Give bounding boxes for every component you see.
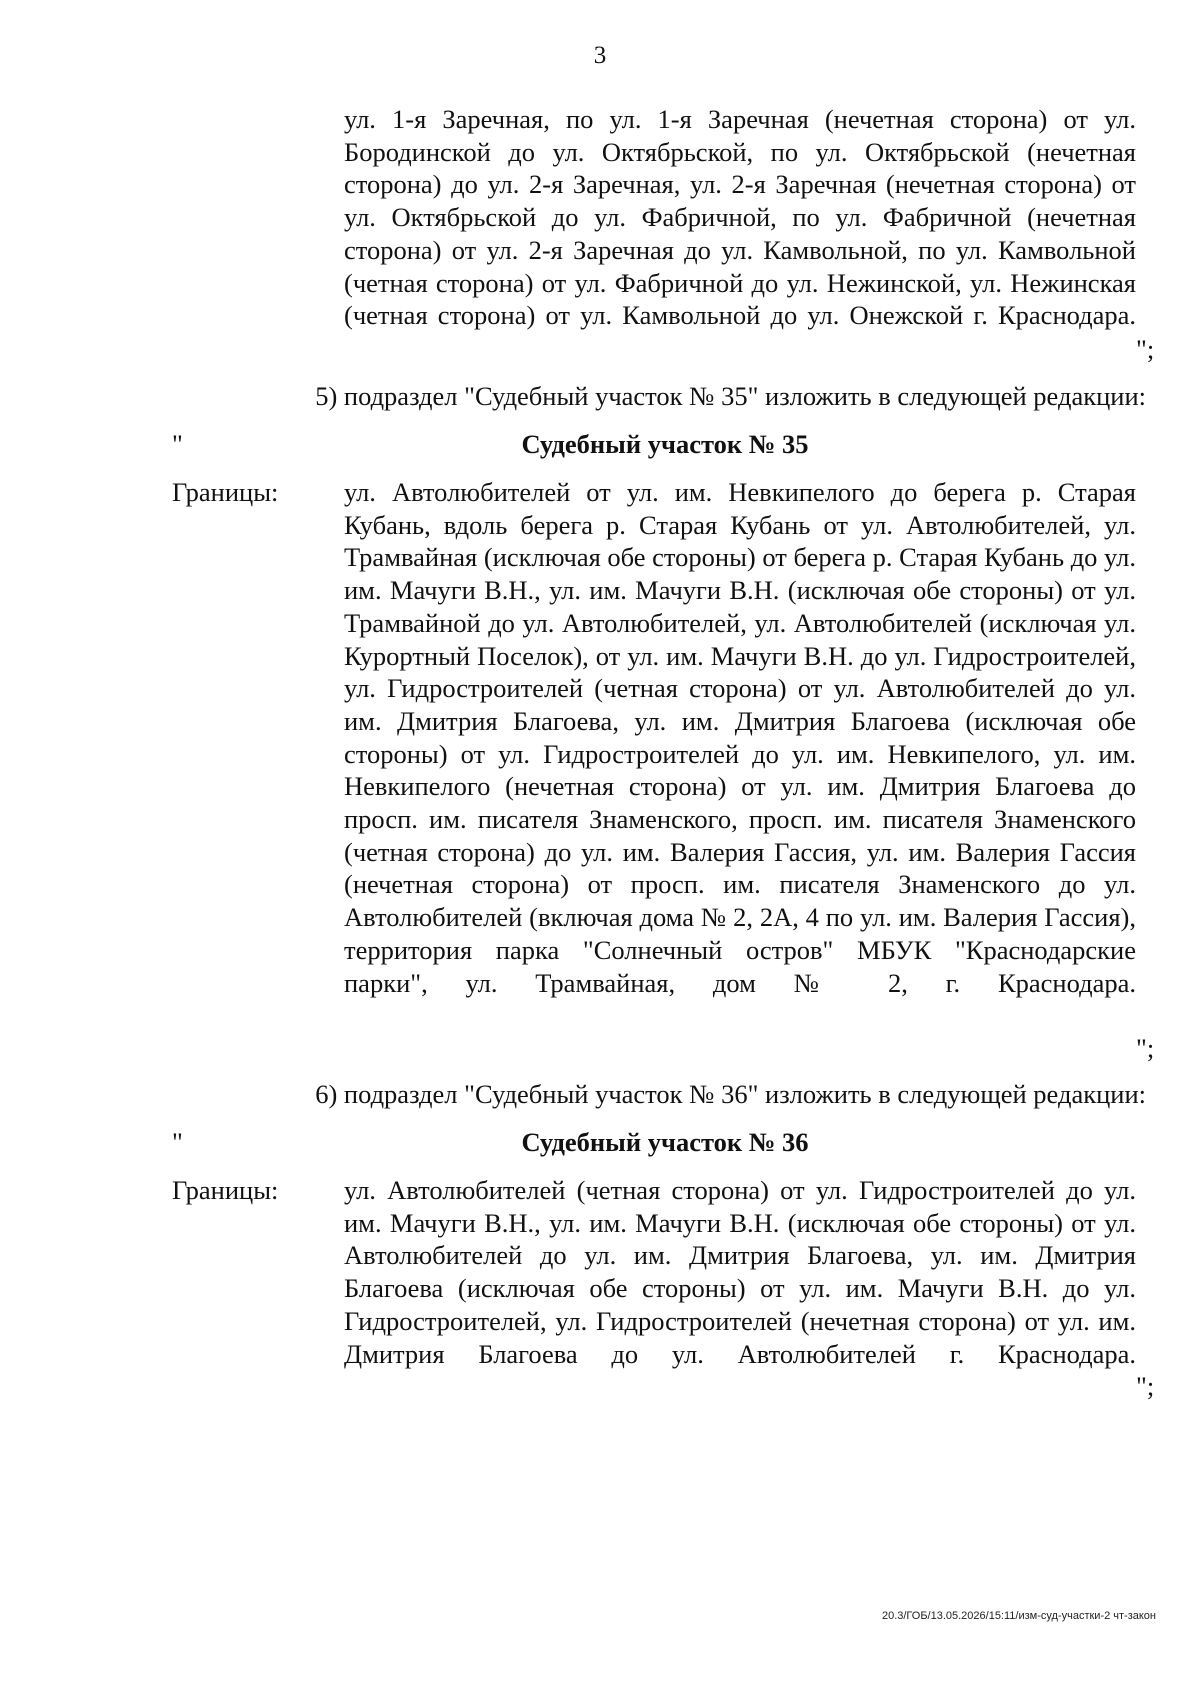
section-35-instruction: 5) подраздел "Судебный участок № 35" изложить в следующей редакции: bbox=[315, 381, 1146, 411]
section-36-borders-text: ул. Автолюбителей (четная сторона) от ул. Гидростроителей до ул. им. Мачуги В.Н., ул. им. Мачуги В.Н. (исключая обе стороны) от ул. Автолюбителей до ул. им. Дмитрия Благоева, ул. им. Дмитрия Благоева (исключая обе стороны) от ул. им. Мачуги В.Н. до ул. Гидростроителей, ул. Гидростроителей (нечетная сторона) от ул. им. Дмитрия Благоева до ул. Автолюбителей г. Краснодара. bbox=[344, 1175, 1136, 1369]
section-35-open-quote: " bbox=[172, 429, 183, 459]
section-35-borders-block bbox=[344, 476, 1136, 1032]
section-36-borders-block bbox=[344, 1174, 1136, 1403]
section-36-borders-label: Границы: bbox=[172, 1175, 279, 1205]
section-36-close-quote: "; bbox=[1136, 1371, 1155, 1401]
section-35-heading: Судебный участок № 35 bbox=[521, 429, 809, 459]
intro-paragraph-block bbox=[344, 103, 1136, 365]
section-35-borders-label: Границы: bbox=[172, 477, 279, 507]
document-footer-code: 20.3/ГОБ/13.05.2026/15:11/изм-суд-участки-2 чт-закон bbox=[881, 1610, 1156, 1622]
section-35-close-quote: "; bbox=[1136, 1033, 1155, 1063]
section-36-instruction: 6) подраздел "Судебный участок № 36" изложить в следующей редакции: bbox=[315, 1079, 1146, 1109]
section-35-borders-text: ул. Автолюбителей от ул. им. Невкипелого до берега р. Старая Кубань, вдоль берега р. Старая Кубань от ул. Автолюбителей, ул. Трамвайная (исключая обе стороны) от берега р. Старая Кубань до ул. им. Мачуги В.Н., ул. им. Мачуги В.Н. (исключая обе стороны) от ул. Трамвайной до ул. Автолюбителей, ул. Автолюбителей (исключая ул. Курортный Поселок), от ул. им. Мачуги В.Н. до ул. Гидростроителей, ул. Гидростроителей (четная сторона) от ул. Автолюбителей до ул. им. Дмитрия Благоева, ул. им. Дмитрия Благоева (исключая обе стороны) от ул. Гидростроителей до ул. им. Невкипелого, ул. им. Невкипелого (нечетная сторона) от ул. им. Дмитрия Благоева до просп. им. писателя Знаменского, просп. им. писателя Знаменского (четная сторона) до ул. им. Валерия Гассия, ул. им. Валерия Гассия (нечетная сторона) от просп. им. писателя Знаменского до ул. Автолюбителей (включая дома № 2, 2А, 4 по ул. им. Валерия Гассия), территория парка "Солнечный остров" МБУК "Краснодарские парки", ул. Трамвайная, дом № 2, г. Краснодара. bbox=[344, 477, 1136, 998]
intro-paragraph: ул. 1-я Заречная, по ул. 1-я Заречная (нечетная сторона) от ул. Бородинской до ул. Октябрьской, по ул. Октябрьской (нечетная сторона) до ул. 2-я Заречная, ул. 2-я Заречная (нечетная сторона) от ул. Октябрьской до ул. Фабричной, по ул. Фабричной (нечетная сторона) от ул. 2-я Заречная до ул. Камвольной, по ул. Камвольной (четная сторона) от ул. Фабричной до ул. Нежинской, ул. Нежинская (четная сторона) от ул. Камвольной до ул. Онежской г. Краснодара. bbox=[344, 104, 1136, 331]
section-36-open-quote: " bbox=[172, 1127, 183, 1157]
intro-close-quote: "; bbox=[1136, 334, 1155, 364]
page-number: 3 bbox=[593, 42, 607, 69]
section-36-heading: Судебный участок № 36 bbox=[521, 1127, 809, 1157]
